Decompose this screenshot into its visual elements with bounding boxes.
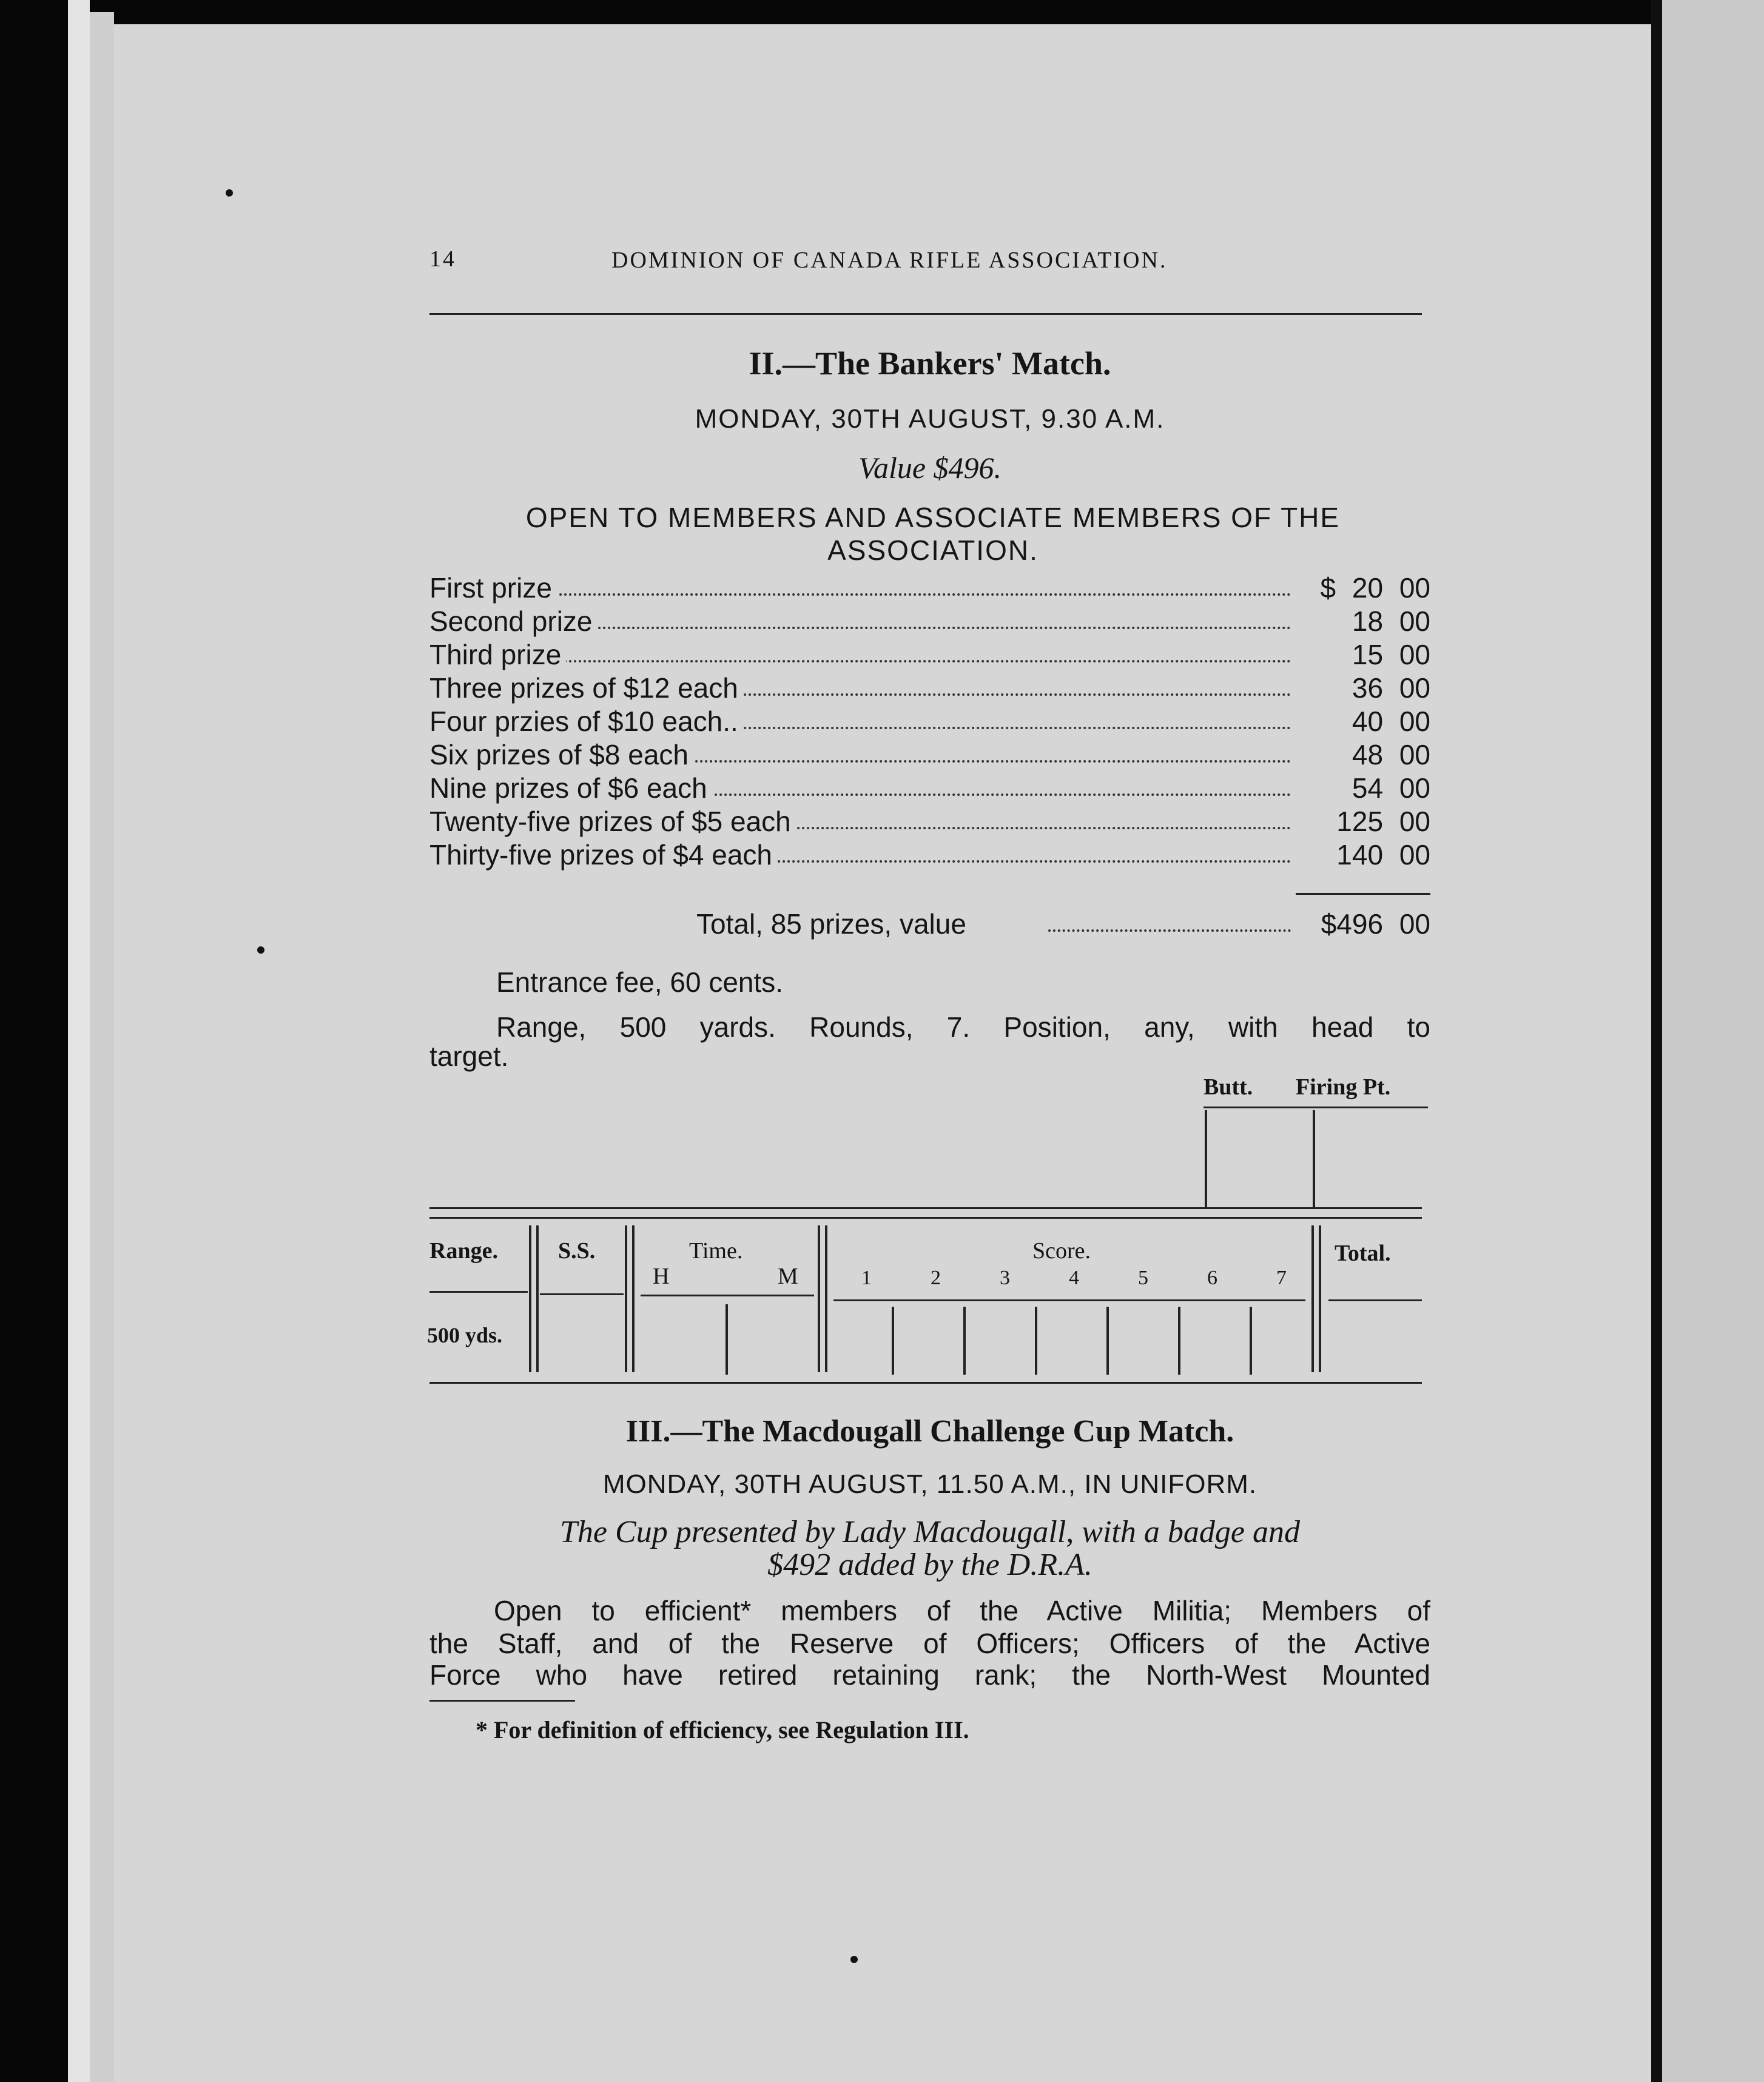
row-rule [540,1293,624,1295]
prize-total-amount: $496 00 [1321,908,1430,940]
prize-label: Three prizes of $12 each [429,672,743,704]
shot-number: 4 [1069,1267,1079,1289]
entrance-fee: Entrance fee, 60 cents. [496,966,784,998]
butt-box-left [1205,1110,1207,1207]
score-column-header: Score. [1032,1238,1091,1264]
range-value-cell: 500 yds. [427,1323,503,1347]
range-info-line2: target. [429,1040,509,1072]
match-2-title: II.—The Bankers' Match. [749,345,1111,382]
footnote: * For definition of efficiency, see Regulation III. [476,1716,969,1743]
match-3-eligibility-line1: Open to efficient* members of the Active Militia; Members of [494,1595,1430,1626]
score-cell-divider [1035,1307,1037,1375]
col-divider [1319,1225,1321,1372]
col-divider [536,1225,539,1372]
prize-row [429,838,1430,871]
match-3-title: III.—The Macdougall Challenge Cup Match. [625,1414,1234,1449]
leader-dots [448,660,1291,662]
shot-number: 7 [1276,1267,1287,1289]
match-3-cup-line1: The Cup presented by Lady Macdougall, with a badge and [560,1515,1300,1549]
match-2-eligibility: OPEN TO MEMBERS AND ASSOCIATE MEMBERS OF THE ASSOCIATION. [525,502,1341,566]
shot-number: 6 [1207,1267,1217,1289]
prize-label: First prize [429,571,557,604]
book-spine [1651,0,1662,2082]
match-3-cup-line2: $492 added by the D.R.A. [767,1548,1092,1582]
butt-label: Butt. [1203,1074,1253,1100]
prize-row [429,805,1430,838]
scan-speck [226,189,233,197]
header-rule [429,313,1422,315]
prize-row [429,605,1430,638]
score-cell-divider [1250,1307,1252,1375]
score-cell-divider [1106,1307,1109,1375]
prize-label: Second prize [429,605,598,638]
prize-amount: 54 00 [1352,772,1430,804]
prize-amount: 40 00 [1352,706,1430,737]
row-rule [641,1295,814,1296]
col-divider [632,1225,635,1372]
page-stack-edge-inner [90,12,114,2082]
butt-box-divider [1313,1110,1315,1207]
shot-number: 3 [1000,1267,1010,1289]
prize-amount: $ 20 00 [1320,572,1430,604]
total-column-header: Total. [1335,1241,1391,1266]
prize-label: Four przies of $10 each.. [429,705,743,738]
leader-dots [1048,929,1291,932]
prize-amount: 48 00 [1352,739,1430,770]
score-cell-divider [1178,1307,1180,1375]
book-page [114,24,1655,2082]
scan-speck [850,1956,858,1963]
scan-speck [257,946,264,954]
prize-amount: 15 00 [1352,639,1430,670]
running-header [429,246,1424,276]
prize-amount: 140 00 [1336,839,1430,871]
facing-page-edge [1662,0,1764,2082]
prize-label: Nine prizes of $6 each [429,772,712,804]
time-column-header: Time. [689,1238,743,1264]
butt-box-top [1203,1107,1428,1108]
col-divider [625,1225,627,1372]
prize-label: Six prizes of $8 each [429,738,693,771]
row-rule [429,1291,528,1293]
leader-dots [448,593,1291,596]
match-2-value: Value $496. [858,451,1002,485]
row-rule [833,1299,1305,1301]
prize-amount: 36 00 [1352,672,1430,704]
shot-number: 1 [861,1267,872,1289]
prize-row [429,738,1430,771]
score-cell-divider [892,1307,894,1375]
ss-column-header: S.S. [558,1238,596,1264]
running-head-title: DOMINION OF CANADA RIFLE ASSOCIATION. [611,248,1168,273]
prize-row [429,571,1430,604]
row-rule [1328,1299,1422,1301]
range-column-header: Range. [429,1238,498,1264]
match-3-date: MONDAY, 30TH AUGUST, 11.50 A.M., IN UNIFORM. [602,1469,1257,1499]
range-info-line1: Range, 500 yards. Rounds, 7. Position, any, with head to [496,1011,1430,1043]
time-minutes-header: M [778,1264,798,1289]
prize-amount: 125 00 [1336,806,1430,837]
col-divider [818,1225,820,1372]
page-number: 14 [429,246,456,272]
total-rule [1296,893,1430,895]
prize-row [429,772,1430,804]
firing-point-label: Firing Pt. [1296,1074,1391,1100]
table-rule-top2 [429,1217,1422,1219]
match-3-eligibility-line3: Force who have retired retaining rank; the North-West Mounted [429,1659,1430,1691]
time-hours-header: H [653,1264,670,1289]
time-cell-divider [725,1304,728,1375]
prize-row [429,705,1430,738]
match-2-date: MONDAY, 30TH AUGUST, 9.30 A.M. [695,404,1165,434]
table-rule-top [429,1207,1422,1209]
prize-label: Thirty-five prizes of $4 each [429,838,777,871]
prize-amount: 18 00 [1352,605,1430,637]
match-3-eligibility-line2: the Staff, and of the Reserve of Officers; Officers of the Active [429,1628,1430,1659]
col-divider [825,1225,827,1372]
shot-number: 5 [1138,1267,1148,1289]
prize-label: Twenty-five prizes of $5 each [429,805,796,838]
prize-total-row [429,908,1430,940]
prize-row [429,638,1430,671]
col-divider [529,1225,531,1372]
prize-row [429,672,1430,704]
footnote-rule [429,1700,575,1702]
table-rule-bottom [429,1382,1422,1384]
prize-label: Third prize [429,638,566,671]
shot-number: 2 [931,1267,941,1289]
prize-total-label: Total, 85 prizes, value [696,908,971,940]
score-cell-divider [963,1307,966,1375]
page-stack-edge [68,0,90,2082]
col-divider [1311,1225,1314,1372]
